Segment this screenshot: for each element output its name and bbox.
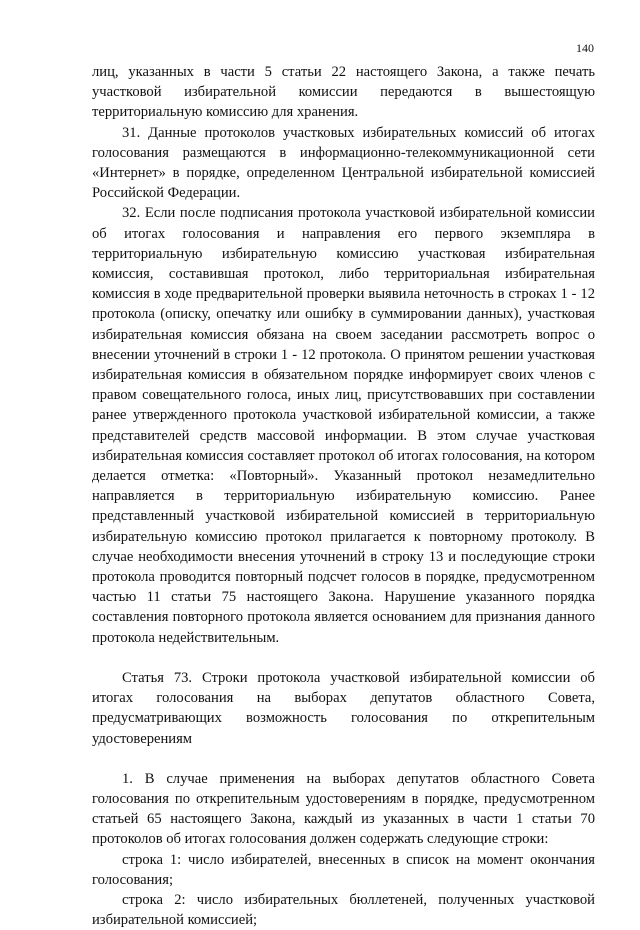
article-73-item-1: 1. В случае применения на выборах депутатов областного Совета голосования по открепительным удостоверениям в порядке, предусмотренном статьей 65 настоящего Закона, каждый из указанных в части 1 статьи 70 протоколов об итогах голосования должен содержать следующие строки: — [92, 770, 595, 848]
protocol-row-1: строка 1: число избирателей, внесенных в список на момент окончания голосования; — [92, 851, 595, 888]
article-72-item-32: 32. Если после подписания протокола участковой избирательной комиссии об итогах голосования и направления его первого экземпляра в территориальную избирательную комиссию участковая избирательная комиссия, составившая протокол, либо территориальная избирательная комиссия в ходе предварительной проверки выявила неточность в строках 1 - 12 протокола (описку, опечатку или ошибку в суммировании данных), участковая избирательная комиссия обязана на своем заседании рассмотреть вопрос о внесении уточнений в строки 1 - 12 протокола. О принятом решении участковая избирательная комиссия в обязательном порядке информирует своих членов с правом совещательного голоса, иных лиц, присутствовавших при составлении ранее утвержденного протокола участковой избирательной комиссии, а также представителей средств массовой информации. В этом случае участковая избирательная комиссия составляет протокол об итогах голосования, на котором делается отметка: «Повторный». Указанный протокол незамедлительно направляется в территориальную избирательную комиссию. Ранее представленный участковой избирательной комиссией в территориальную избирательную комиссию протокол прилагается к повторному протоколу. В случае необходимости внесения уточнений в строку 13 и последующие строки протокола проводится повторный подсчет голосов в порядке, предусмотренном частью 11 статьи 75 настоящего Закона. Нарушение указанного порядка составления повторного протокола является основанием для признания данного протокола недействительным. — [92, 205, 595, 646]
page-number: 140 — [576, 41, 594, 55]
article-72-item-31: 31. Данные протоколов участковых избирательных комиссий об итогах голосования размещаются в информационно-телекоммуникационной сети «Интернет» в порядке, определенном Центральной избирательной комиссией Российской Федерации. — [92, 124, 595, 202]
article-73-heading: Статья 73. Строки протокола участковой избирательной комиссии об итогах голосования на выборах депутатов областного Совета, предусматривающих возможность голосования по открепительным удостоверениям — [92, 669, 595, 747]
article-72-continuation: лиц, указанных в части 5 статьи 22 настоящего Закона, а также печать участковой избирательной комиссии передаются в вышестоящую территориальную комиссию для хранения. — [92, 64, 595, 121]
document-body — [92, 62, 595, 930]
protocol-row-2: строка 2: число избирательных бюллетеней, полученных участковой избирательной комиссией; — [92, 891, 595, 929]
